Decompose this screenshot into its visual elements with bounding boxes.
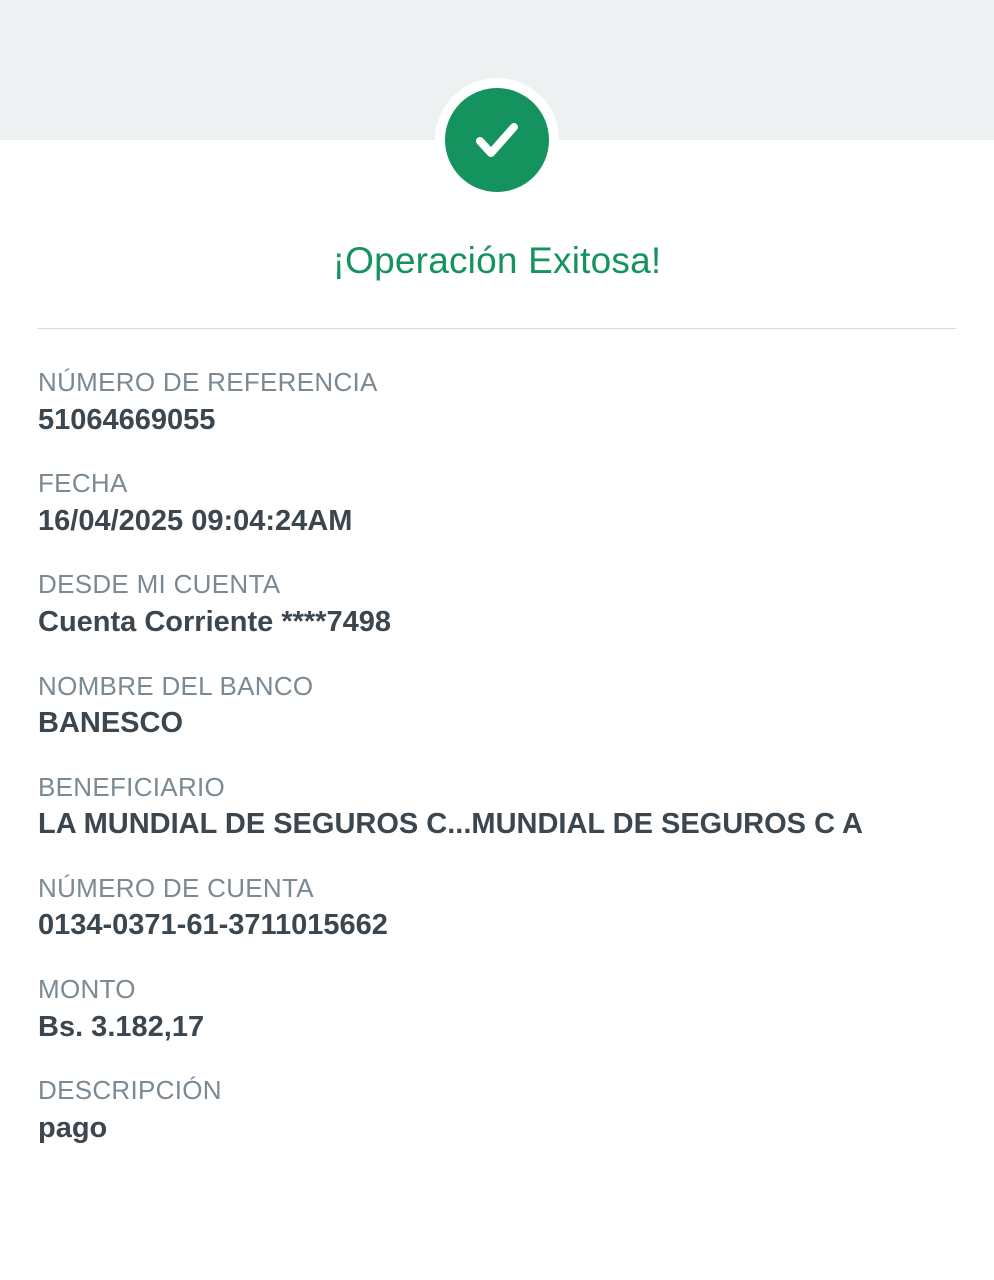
detail-value: 0134-0371-61-3711015662 (38, 909, 388, 942)
section-divider (38, 328, 956, 329)
detail-row-beneficiary (38, 771, 958, 844)
detail-label: DESDE MI CUENTA (38, 569, 281, 600)
transaction-details-list (38, 366, 958, 1148)
detail-value: 16/04/2025 09:04:24AM (38, 504, 353, 537)
detail-value: Bs. 3.182,17 (38, 1010, 205, 1043)
detail-row-account-number (38, 872, 958, 945)
check-circle-icon (445, 88, 549, 192)
detail-value: LA MUNDIAL DE SEGUROS C...MUNDIAL DE SEGUROS C A (38, 808, 863, 841)
detail-label: FECHA (38, 468, 128, 499)
detail-row-amount (38, 973, 958, 1046)
detail-label: NÚMERO DE CUENTA (38, 872, 314, 903)
detail-label: NOMBRE DEL BANCO (38, 670, 314, 701)
detail-label: NÚMERO DE REFERENCIA (38, 367, 378, 397)
detail-row-date (38, 467, 958, 540)
detail-row-description (38, 1074, 958, 1147)
detail-row-bank-name (38, 670, 958, 743)
success-badge-ring (435, 78, 559, 202)
detail-row-reference (38, 366, 958, 439)
detail-label: BENEFICIARIO (38, 771, 226, 802)
detail-value: pago (38, 1111, 108, 1144)
success-badge (0, 78, 994, 202)
detail-label: DESCRIPCIÓN (38, 1075, 222, 1106)
detail-value: 51064669055 (38, 403, 216, 436)
detail-value: BANESCO (38, 707, 184, 740)
success-title: ¡Operación Exitosa! (332, 240, 662, 281)
detail-value: Cuenta Corriente ****7498 (38, 605, 391, 638)
detail-label: MONTO (38, 974, 136, 1005)
detail-row-source-account (38, 568, 958, 641)
